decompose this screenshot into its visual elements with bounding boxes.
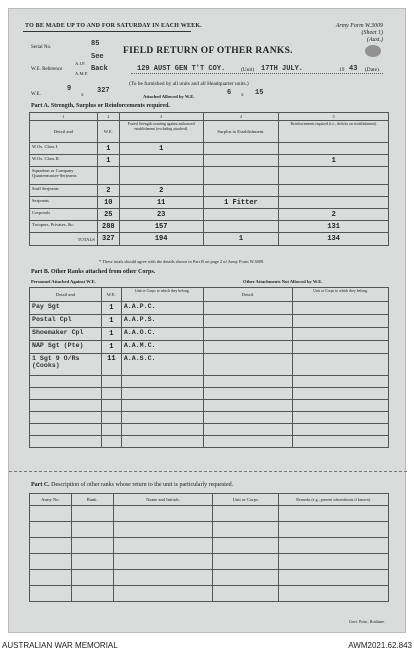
empty-cell xyxy=(113,506,213,522)
printer-credit: Govt. Print., Brisbane. xyxy=(349,619,385,624)
row-we: 1 xyxy=(101,315,121,328)
row-we xyxy=(97,167,119,185)
row-detail: NAP Sgt (Pte) xyxy=(30,341,102,354)
header-unit: Unit or Corps to which they belong. xyxy=(121,288,203,302)
row-we: 1 xyxy=(101,302,121,315)
amf-label: A.M.F. xyxy=(75,71,89,76)
table-row xyxy=(30,328,389,341)
table-row xyxy=(30,424,389,436)
attached-value1: 6 xyxy=(227,89,232,97)
totals-surplus: 1 xyxy=(203,233,279,246)
row-detail: Pay Sgt xyxy=(30,302,102,315)
row-surplus: 1 Fitter xyxy=(203,197,279,209)
table-row xyxy=(30,221,389,233)
empty-cell xyxy=(30,424,102,436)
row-detail: Corporals xyxy=(30,209,98,221)
date-value: 17TH JULY. xyxy=(261,65,304,73)
we-x: x xyxy=(81,92,84,98)
empty-cell xyxy=(101,436,121,448)
document xyxy=(9,9,407,634)
table-row xyxy=(30,167,389,185)
attached-value2: 15 xyxy=(255,89,264,97)
empty-cell xyxy=(30,388,102,400)
empty-cell xyxy=(30,570,72,586)
part-b-personnel-label: Personnel Attached Against W.E. xyxy=(31,279,96,284)
row-we: 1 xyxy=(101,341,121,354)
part-a-table xyxy=(29,112,389,246)
empty-cell xyxy=(113,554,213,570)
row-we: 1 xyxy=(97,143,119,155)
part-b-table xyxy=(29,287,389,448)
row-unit2 xyxy=(293,341,389,354)
empty-cell xyxy=(293,376,389,388)
empty-cell xyxy=(71,586,113,602)
archive-reference: AWM2021.62.843 xyxy=(348,641,412,650)
archive-name: AUSTRALIAN WAR MEMORIAL xyxy=(2,641,118,650)
empty-cell xyxy=(213,586,279,602)
furnish-note: (To be furnished by all units and all Headquarter units.) xyxy=(129,81,249,87)
row-unit2 xyxy=(293,328,389,341)
empty-cell xyxy=(113,522,213,538)
empty-cell xyxy=(71,506,113,522)
we-reference-value2: Back xyxy=(91,65,108,73)
row-posted: 1 xyxy=(119,143,203,155)
part-b-title: Other Ranks attached from other Corps. xyxy=(50,269,156,275)
empty-cell xyxy=(121,388,203,400)
empty-cell xyxy=(121,436,203,448)
header-reinf: Reinforcements required (i.e., deficits on establishment). xyxy=(279,121,389,143)
empty-cell xyxy=(213,570,279,586)
row-surplus xyxy=(203,221,279,233)
header-posted: Posted Strength counting against authorized establishment (excluding attached). xyxy=(119,121,203,143)
row-surplus xyxy=(203,209,279,221)
row-detail: Troopers, Privates, &c. xyxy=(30,221,98,233)
empty-cell xyxy=(101,376,121,388)
empty-cell xyxy=(203,412,293,424)
empty-cell xyxy=(279,570,389,586)
part-c-heading xyxy=(31,482,233,488)
we-reference-label: W.E. Reference xyxy=(31,67,63,72)
empty-cell xyxy=(279,586,389,602)
empty-cell xyxy=(71,554,113,570)
attached-label: Attached Allowed by W.E. xyxy=(143,94,195,99)
row-we: 288 xyxy=(97,221,119,233)
row-detail-line1: 1 Sgt 9 O/Rs xyxy=(32,355,80,362)
row-detail-line2: (Cooks) xyxy=(32,362,60,369)
part-c-label: Part C. xyxy=(31,482,50,488)
col-number: 2 xyxy=(97,113,119,121)
table-row xyxy=(30,538,389,554)
table-row xyxy=(30,354,389,376)
row-unit2 xyxy=(293,302,389,315)
header-detail: Detail and xyxy=(30,121,98,143)
row-unit: A.A.P.C. xyxy=(121,302,203,315)
header-surplus: Surplus to Establishment. xyxy=(203,121,279,143)
serial-label: Serial No. xyxy=(31,45,52,50)
header-rule xyxy=(23,31,191,32)
table-row xyxy=(30,436,389,448)
row-reinf: 2 xyxy=(279,209,389,221)
table-row xyxy=(30,586,389,602)
row-posted xyxy=(119,155,203,167)
header-unit: Unit or Corps. xyxy=(213,494,279,506)
empty-cell xyxy=(71,522,113,538)
part-a-title: Strength, Surplus or Reinforcements required. xyxy=(50,103,170,109)
empty-cell xyxy=(279,522,389,538)
empty-cell xyxy=(30,400,102,412)
row-posted xyxy=(119,167,203,185)
row-unit: A.A.O.C. xyxy=(121,328,203,341)
we-reference-value1: See xyxy=(91,53,104,61)
table-row xyxy=(30,554,389,570)
table-row xyxy=(30,388,389,400)
army-form-ref xyxy=(336,23,383,44)
army-form-line3: (Aust.) xyxy=(366,37,383,43)
row-detail xyxy=(30,354,102,376)
empty-cell xyxy=(121,400,203,412)
row-posted: 2 xyxy=(119,185,203,197)
row-detail: Postal Cpl xyxy=(30,315,102,328)
row-posted: 157 xyxy=(119,221,203,233)
part-b-other-label: Other Attachments Not Allowed by W.E. xyxy=(243,279,323,284)
header-remarks: Remarks (e.g., present whereabouts if known). xyxy=(279,494,389,506)
table-row xyxy=(30,522,389,538)
part-c-header-row xyxy=(30,494,389,506)
empty-cell xyxy=(279,506,389,522)
empty-cell xyxy=(30,412,102,424)
empty-cell xyxy=(203,436,293,448)
totals-reinf: 134 xyxy=(279,233,389,246)
we-label: W.E. xyxy=(31,92,41,97)
part-b-label: Part B. xyxy=(31,269,50,275)
row-detail2 xyxy=(203,341,293,354)
instruction-text: TO BE MADE UP TO AND FOR SATURDAY IN EACH WEEK. xyxy=(25,23,202,29)
part-a-col-numbers xyxy=(30,113,389,121)
table-row xyxy=(30,570,389,586)
empty-cell xyxy=(121,376,203,388)
we-value: 9 xyxy=(67,85,72,93)
empty-cell xyxy=(101,412,121,424)
empty-cell xyxy=(213,506,279,522)
totals-label: TOTALS xyxy=(30,233,98,246)
totals-we: 327 xyxy=(97,233,119,246)
row-reinf: 131 xyxy=(279,221,389,233)
empty-cell xyxy=(101,400,121,412)
row-posted: 11 xyxy=(119,197,203,209)
row-surplus xyxy=(203,167,279,185)
fold-line xyxy=(9,471,407,472)
empty-cell xyxy=(30,522,72,538)
part-b-heading xyxy=(31,269,155,275)
serial-value: 85 xyxy=(91,40,100,48)
col-number: 1 xyxy=(30,113,98,121)
header-detail2: Detail. xyxy=(203,288,293,302)
header-army-no: Army No. xyxy=(30,494,72,506)
empty-cell xyxy=(293,400,389,412)
empty-cell xyxy=(213,522,279,538)
aif-label: A.I.F. xyxy=(75,61,86,66)
army-form-line1: Army Form W.3009 xyxy=(335,23,383,29)
empty-cell xyxy=(293,424,389,436)
part-a-footnote: * These totals should agree with the details shown in Part B on page 2 of Army Form W.3009. xyxy=(99,259,265,264)
row-detail: Squadron or Company Quartermaster-Serjeants xyxy=(30,167,98,185)
archive-caption-bar xyxy=(0,637,414,653)
empty-cell xyxy=(203,400,293,412)
row-detail: Shoemaker Cpl xyxy=(30,328,102,341)
empty-cell xyxy=(113,586,213,602)
table-row xyxy=(30,209,389,221)
row-we: 1 xyxy=(101,328,121,341)
part-a-label: Part A. xyxy=(31,103,50,109)
row-detail2 xyxy=(203,328,293,341)
part-a-heading xyxy=(31,103,170,109)
col-number: 3 xyxy=(119,113,203,121)
table-row xyxy=(30,376,389,388)
totals-row xyxy=(30,233,389,246)
row-we: 25 xyxy=(97,209,119,221)
empty-cell xyxy=(203,424,293,436)
empty-cell xyxy=(113,538,213,554)
empty-cell xyxy=(293,436,389,448)
part-c-table xyxy=(29,493,389,602)
empty-cell xyxy=(101,424,121,436)
header-name: Name and Initials. xyxy=(113,494,213,506)
empty-cell xyxy=(30,538,72,554)
part-c-title: Description of other ranks whose return to the unit is particularly requested. xyxy=(51,482,234,488)
table-row xyxy=(30,197,389,209)
row-we: 2 xyxy=(97,185,119,197)
row-posted: 23 xyxy=(119,209,203,221)
row-we: 1 xyxy=(97,155,119,167)
header-detail: Detail and xyxy=(30,288,102,302)
table-row xyxy=(30,506,389,522)
army-form-line2: (Sheet 1) xyxy=(361,30,383,36)
part-b-header-row xyxy=(30,288,389,302)
row-reinf xyxy=(279,185,389,197)
row-detail2 xyxy=(203,354,293,376)
empty-cell xyxy=(293,412,389,424)
header-rank: Rank. xyxy=(71,494,113,506)
unit-label: (Unit) xyxy=(241,67,255,73)
empty-cell xyxy=(121,424,203,436)
header-unit2: Unit or Corps to which they belong. xyxy=(293,288,389,302)
row-detail: W.Os. Class I. xyxy=(30,143,98,155)
date-label: (Date). xyxy=(365,67,381,73)
empty-cell xyxy=(121,412,203,424)
table-row xyxy=(30,185,389,197)
empty-cell xyxy=(203,388,293,400)
table-row xyxy=(30,143,389,155)
part-a-header-row xyxy=(30,121,389,143)
year-value: 43 xyxy=(349,65,358,73)
empty-cell xyxy=(101,388,121,400)
year-prefix: 19 xyxy=(339,67,345,73)
row-surplus xyxy=(203,143,279,155)
empty-cell xyxy=(30,436,102,448)
table-row xyxy=(30,315,389,328)
header-we: W.E. xyxy=(101,288,121,302)
form-title: FIELD RETURN OF OTHER RANKS. xyxy=(123,46,293,56)
ink-stamp xyxy=(365,45,381,57)
row-unit: A.A.M.C. xyxy=(121,341,203,354)
empty-cell xyxy=(203,376,293,388)
empty-cell xyxy=(113,570,213,586)
empty-cell xyxy=(30,506,72,522)
table-row xyxy=(30,302,389,315)
empty-cell xyxy=(30,586,72,602)
row-unit2 xyxy=(293,354,389,376)
empty-cell xyxy=(71,570,113,586)
row-surplus xyxy=(203,155,279,167)
row-detail: Serjeants xyxy=(30,197,98,209)
row-we: 10 xyxy=(97,197,119,209)
empty-cell xyxy=(279,538,389,554)
unit-value: 129 AUST GEN T'T COY. xyxy=(137,65,226,73)
empty-cell xyxy=(213,554,279,570)
totals-posted: 194 xyxy=(119,233,203,246)
empty-cell xyxy=(30,554,72,570)
row-reinf xyxy=(279,143,389,155)
row-reinf xyxy=(279,167,389,185)
table-row xyxy=(30,412,389,424)
row-reinf: 1 xyxy=(279,155,389,167)
col-number: 4 xyxy=(203,113,279,121)
table-row xyxy=(30,341,389,354)
row-detail: Staff Serjeants xyxy=(30,185,98,197)
table-row xyxy=(30,400,389,412)
row-we: 11 xyxy=(101,354,121,376)
empty-cell xyxy=(293,388,389,400)
empty-cell xyxy=(279,554,389,570)
attached-x: x xyxy=(241,92,244,98)
col-number: 5 xyxy=(279,113,389,121)
table-row xyxy=(30,155,389,167)
we-total-value: 327 xyxy=(97,87,110,95)
unit-dotline xyxy=(131,73,383,74)
row-unit2 xyxy=(293,315,389,328)
form-sheet xyxy=(8,8,406,633)
row-unit: A.A.P.S. xyxy=(121,315,203,328)
row-unit: A.A.S.C. xyxy=(121,354,203,376)
empty-cell xyxy=(71,538,113,554)
row-reinf xyxy=(279,197,389,209)
row-detail2 xyxy=(203,302,293,315)
header-we: W.E. xyxy=(97,121,119,143)
empty-cell xyxy=(30,376,102,388)
row-detail2 xyxy=(203,315,293,328)
row-detail: W.Os. Class II. xyxy=(30,155,98,167)
empty-cell xyxy=(213,538,279,554)
row-surplus xyxy=(203,185,279,197)
